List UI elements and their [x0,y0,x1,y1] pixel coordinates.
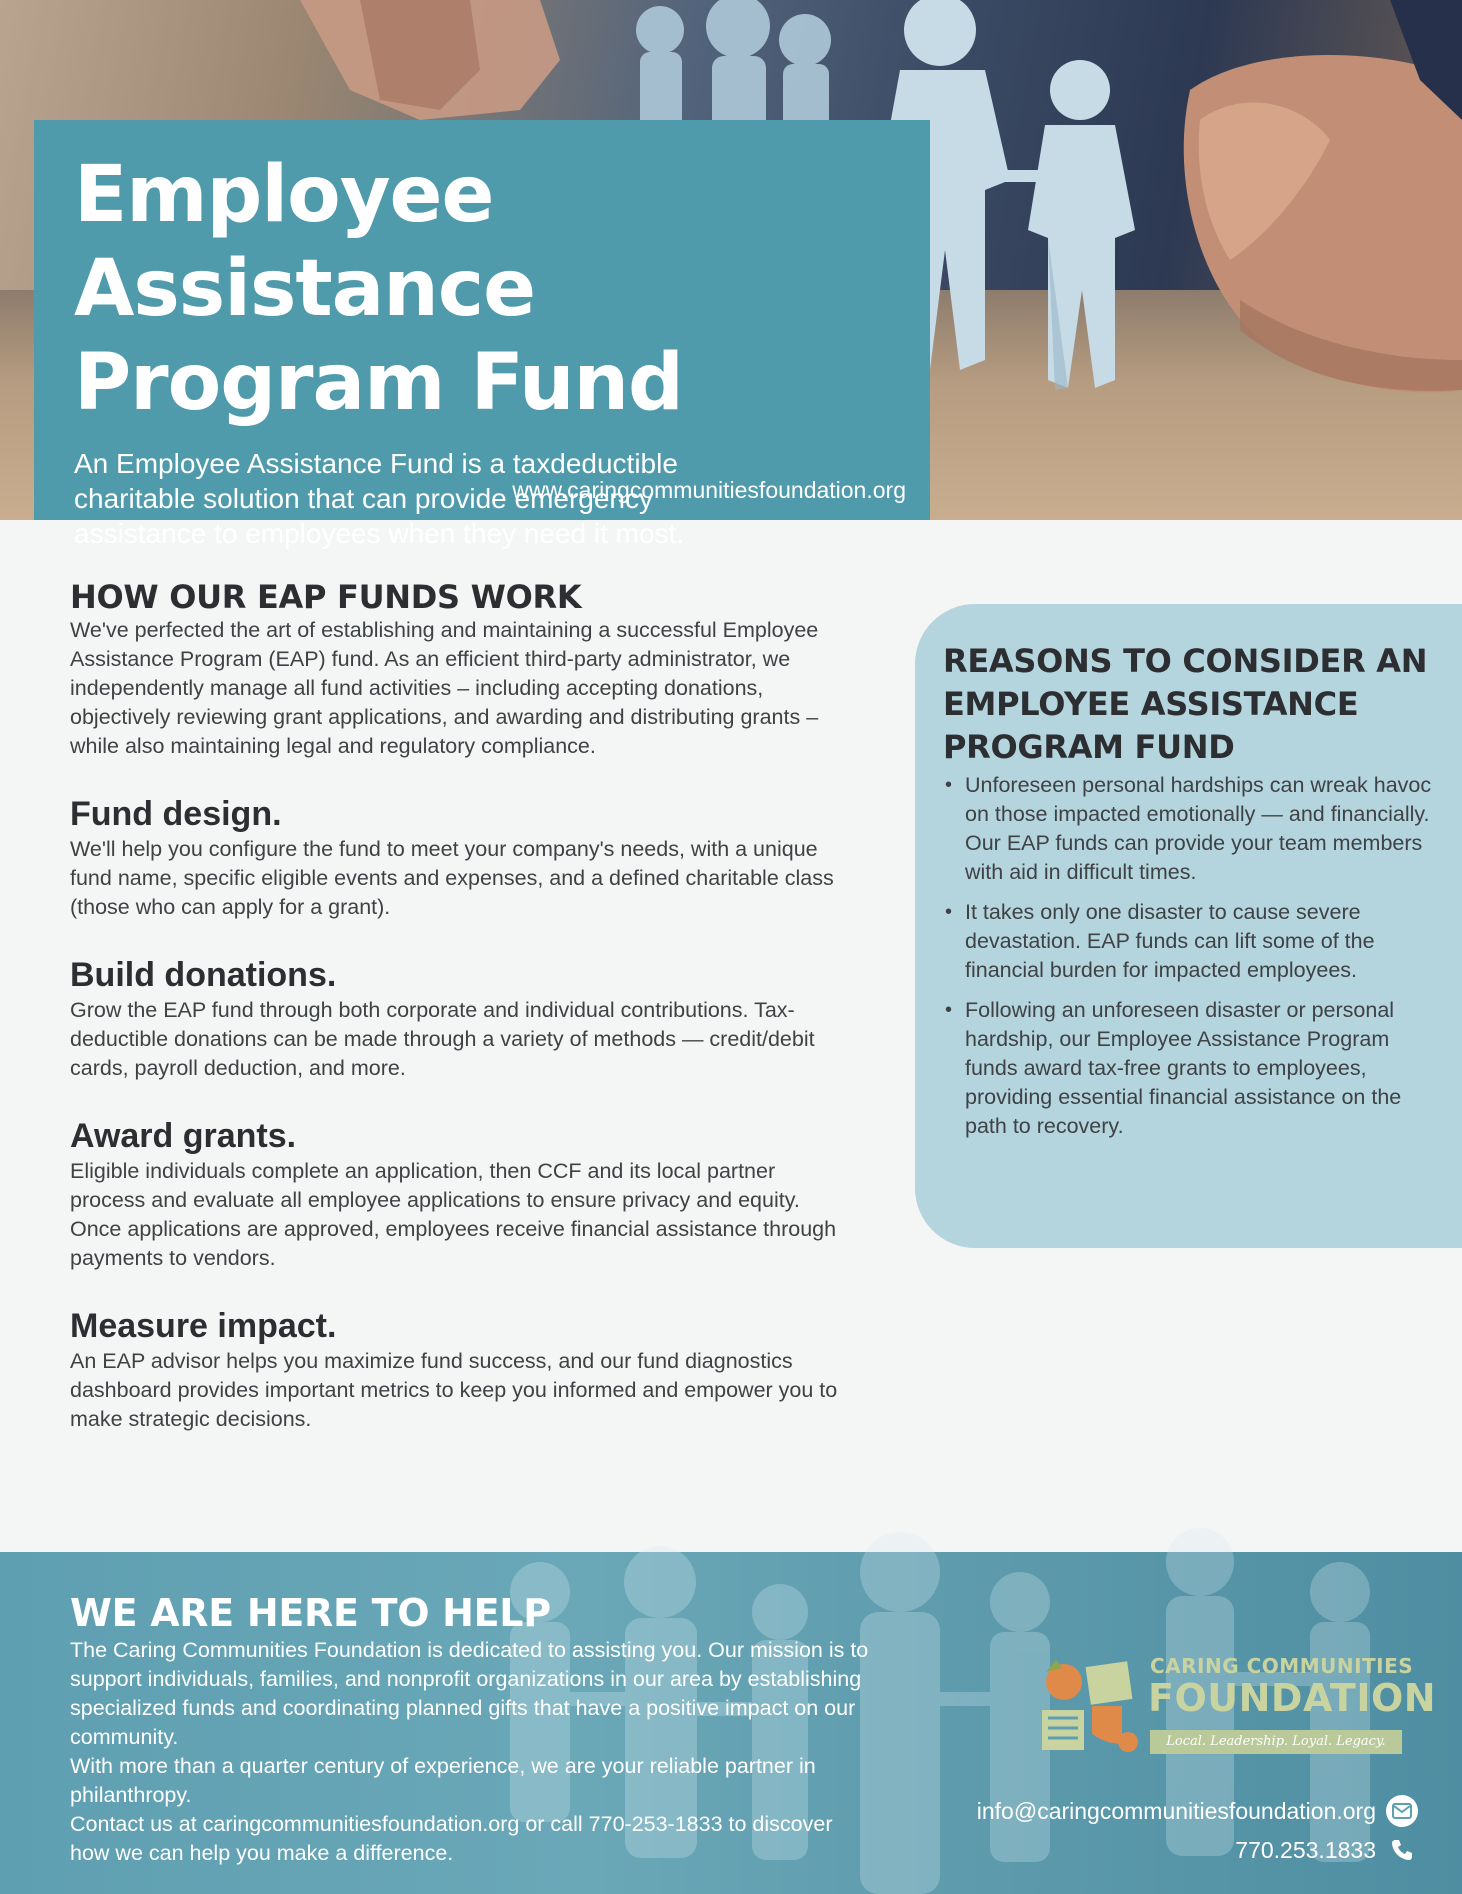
logo-tagline: Local. Leadership. Loyal. Legacy. [1150,1730,1402,1754]
section-body: An EAP advisor helps you maximize fund success, and our fund diagnostics dashboard provides important metrics to keep you informed and empower you to make strategic decisions. [70,1349,838,1431]
page-title [74,148,892,430]
foundation-logo [1026,1648,1437,1768]
footer [0,1552,1462,1894]
reason-text: Following an unforeseen disaster or personal hardship, our Employee Assistance Program funds award tax-free grants to employees, providing essential financial assistance on the path to recovery. [965,998,1402,1138]
list-item [943,771,1432,887]
logo-line-1: CARING COMMUNITIES [1150,1654,1414,1678]
footer-experience-text: With more than a quarter century of experience, we are your reliable partner in philanthropy. [70,1754,816,1807]
list-item [943,996,1432,1141]
reason-text: It takes only one disaster to cause severe devastation. EAP funds can lift some of the financial burden for impacted employees. [965,900,1375,982]
section-fund-design [70,795,850,922]
logo-mark-icon [1026,1648,1146,1758]
logo-line-2: FOUNDATION [1148,1676,1437,1720]
hero-website-link[interactable]: www.caringcommunitiesfoundation.org [512,477,906,503]
bullet-icon: • [945,999,953,1021]
how-it-works-body: We've perfected the art of establishing and maintaining a successful Employee Assistance Program (EAP) fund. As an efficient third-party administrator, we independently manage all fund activities – including accepting donations, objectively reviewing grant applications, and awarding and distributing grants – while also maintaining legal and regulatory compliance. [70,618,819,758]
reasons-list [943,771,1432,1141]
phone-icon [1386,1834,1418,1866]
reasons-heading: REASONS TO CONSIDER AN EMPLOYEE ASSISTANCE PROGRAM FUND [943,642,1428,766]
section-title: Award grants. [70,1117,297,1155]
page-title-line-1: Employee Assistance [74,150,535,334]
footer-content [70,1590,870,1868]
contact-email[interactable] [977,1795,1418,1827]
hero-title-box [34,120,930,549]
how-it-works-column [70,578,850,1434]
section-title: Build donations. [70,956,337,994]
footer-heading: WE ARE HERE TO HELP [70,1591,551,1635]
list-item [943,898,1432,985]
bullet-icon: • [945,901,953,923]
section-title: Fund design. [70,795,282,833]
reasons-card [915,604,1462,1248]
bullet-icon: • [945,774,953,796]
reason-text: Unforeseen personal hardships can wreak havoc on those impacted emotionally — and financially. Our EAP funds can provide your team members with aid in difficult times. [965,773,1432,884]
section-measure-impact [70,1307,850,1434]
section-body: We'll help you configure the fund to meet your company's needs, with a unique fund name, specific eligible events and expenses, and a defined charitable class (those who can apply for a grant). [70,837,834,919]
section-build-donations [70,956,850,1083]
envelope-icon [1386,1795,1418,1827]
how-it-works-heading: HOW OUR EAP FUNDS WORK [70,578,582,616]
section-award-grants [70,1117,850,1273]
footer-mission-text: The Caring Communities Foundation is dedicated to assisting you. Our mission is to support individuals, families, and nonprofit organizations in our area by establishing specialized funds and coordinating planned gifts that have a positive impact on our community. [70,1638,869,1749]
section-title: Measure impact. [70,1307,337,1345]
footer-contact-text: Contact us at caringcommunitiesfoundation.org or call 770-253-1833 to discover how we can help you make a difference. [70,1812,833,1865]
page-title-line-2: Program Fund [74,338,683,428]
hero-subtitle: An Employee Assistance Fund is a taxdeductible charitable solution that can provide emergency assistance to employees when they need it most. [74,448,685,549]
contact-phone[interactable] [1235,1834,1418,1866]
hero-banner [0,0,1462,549]
email-link[interactable]: info@caringcommunitiesfoundation.org [976,1797,1376,1824]
section-body: Grow the EAP fund through both corporate and individual contributions. Tax-deductible donations can be made through a variety of methods — credit/debit cards, payroll deduction, and more. [70,998,815,1080]
phone-link[interactable]: 770.253.1833 [1235,1836,1376,1863]
section-body: Eligible individuals complete an application, then CCF and its local partner process and evaluate all employee applications to ensure privacy and equity. Once applications are approved, employees receive financial assistance through payments to vendors. [70,1159,837,1270]
